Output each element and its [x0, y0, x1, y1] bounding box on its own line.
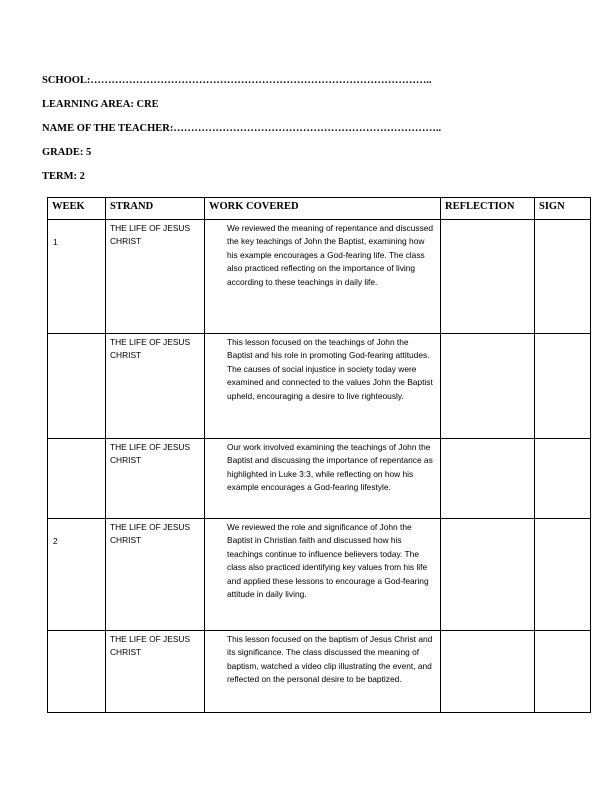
- work-covered-cell: We reviewed the meaning of repentance and discussed the key teachings of John the Baptist, examining how his example encourages a God-fearing life. The class also practiced reflecting on the importance of living according to these teachings in daily life.: [205, 220, 441, 334]
- sign-cell: [535, 220, 591, 334]
- learning-area: LEARNING AREA: CRE: [42, 99, 159, 110]
- column-header-week: WEEK: [48, 198, 106, 220]
- column-header-work-covered: WORK COVERED: [205, 198, 441, 220]
- table-row: [48, 220, 591, 334]
- reflection-cell: [441, 631, 535, 713]
- reflection-cell: [441, 519, 535, 631]
- column-header-strand: STRAND: [106, 198, 205, 220]
- table-row: [48, 519, 591, 631]
- work-covered-cell: We reviewed the role and significance of John the Baptist in Christian faith and discussed how his teachings continue to influence believers today. The class also practiced identifying key values from his life and applied these lessons to encourage a God-fearing attitude in daily living.: [205, 519, 441, 631]
- column-header-reflection: REFLECTION: [441, 198, 535, 220]
- table-row: [48, 334, 591, 439]
- work-covered-cell: Our work involved examining the teachings of John the Baptist and discussing the importance of repentance as highlighted in Luke 3:3, while reflecting on how his example encourages a God-fearing lifestyle.: [205, 439, 441, 519]
- table-row: [48, 439, 591, 519]
- sign-cell: [535, 631, 591, 713]
- sign-cell: [535, 519, 591, 631]
- work-covered-cell: This lesson focused on the baptism of Jesus Christ and its significance. The class discussed the meaning of baptism, watched a video clip illustrating the event, and reflected on the personal desire to be baptized.: [205, 631, 441, 713]
- school-field: SCHOOL:……………………………………………………………………………………..: [42, 75, 432, 86]
- strand-cell: THE LIFE OF JESUS CHRIST: [106, 220, 205, 334]
- reflection-cell: [441, 220, 535, 334]
- week-cell: [48, 334, 106, 439]
- records-table: [47, 197, 591, 713]
- sign-cell: [535, 334, 591, 439]
- strand-cell: THE LIFE OF JESUS CHRIST: [106, 439, 205, 519]
- table-row: [48, 631, 591, 713]
- strand-cell: THE LIFE OF JESUS CHRIST: [106, 519, 205, 631]
- teacher-name-field: NAME OF THE TEACHER:…………………………………………………………………..: [42, 123, 442, 134]
- work-covered-cell: This lesson focused on the teachings of John the Baptist and his role in promoting God-fearing attitudes. The causes of social injustice in society today were examined and connected to the values John the Baptist upheld, encouraging a desire to live righteously.: [205, 334, 441, 439]
- grade: GRADE: 5: [42, 147, 92, 158]
- strand-cell: THE LIFE OF JESUS CHRIST: [106, 631, 205, 713]
- week-cell: 2: [48, 519, 106, 631]
- reflection-cell: [441, 439, 535, 519]
- term: TERM: 2: [42, 171, 85, 182]
- reflection-cell: [441, 334, 535, 439]
- strand-cell: THE LIFE OF JESUS CHRIST: [106, 334, 205, 439]
- column-header-sign: SIGN: [535, 198, 591, 220]
- week-cell: [48, 631, 106, 713]
- week-cell: 1: [48, 220, 106, 334]
- sign-cell: [535, 439, 591, 519]
- week-cell: [48, 439, 106, 519]
- table-header-row: [48, 198, 591, 220]
